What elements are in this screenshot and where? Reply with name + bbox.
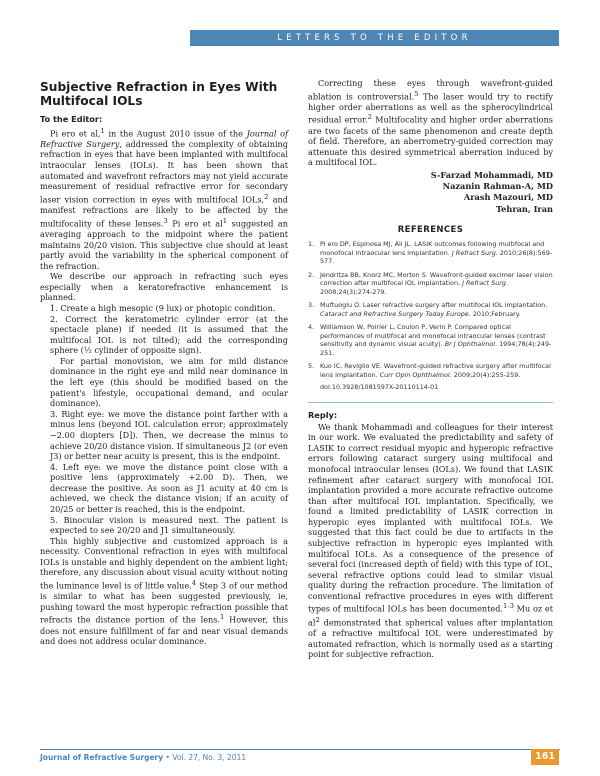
author-name: Nazanin Rahman-A, MD [442, 181, 553, 192]
text-run: Pi ero et al, [50, 128, 101, 139]
text-run: Step 3 of our method is similar to what has been suggested previously, ie, pushing toward the most hyperopic refraction possible that refracts the distance portion of the lens. [40, 580, 288, 626]
citation-sup: 1-3 [503, 602, 514, 611]
reference-text: . 2010;February. [468, 309, 521, 318]
reference-number: 5. [308, 362, 315, 371]
reference-item [308, 301, 553, 318]
citation-sup: 1 [220, 613, 225, 622]
left-column [40, 78, 288, 647]
right-column [308, 78, 553, 660]
author-name: Arash Mazouri, MD [463, 192, 553, 203]
reference-item [308, 271, 553, 297]
references-heading: REFERENCES [397, 224, 464, 235]
text-run: , addressed the complexity of obtaining refraction in eyes that have been implanted with multifocal intraocular lenses (IOLs). It has been shown that automated and wavefront refractors may not yield accurate measurement of residual refractive error for secondary laser vision correction in eyes with multifocal IOLs, [40, 138, 288, 205]
salutation: To the Editor: [40, 114, 103, 124]
reference-journal: Br J Ophthalmol [444, 340, 496, 349]
text-run: We thank Mohammadi and colleagues for their interest in our work. We evaluated the predictability and safety of LASIK to correct residual myopic and hyperopic refractive errors following cataract surgery using multifocal and monofocal intraocular lenses (IOLs). We found that LASIK refinement after cataract surgery with monofocal IOL implantation provided a more accurate refractive outcome than after multifocal IOL implantation. Specifically, we found a limited predictability of LASIK correction in hyperopic eyes implanted with multifocal IOLs. We suggested that this fact could be due to artifacts in the subjective refraction in hyperopic eyes implanted with multifocal IOLs. As a consequence of the presence of several foci (increased depth of field) with this type of IOL, several refractive options could lead to similar visual quality during the refraction procedure. The limitation of conventional refractive procedures in eyes with different types of multifocal IOLs has been documented. [308, 421, 553, 615]
step-note: For partial monovision, we aim for mild distance dominance in the right eye and mild near dominance in the left eye (this should be modified based on the patient's lifestyle, occupational demand, and ocular dominance). [50, 355, 288, 409]
footer-issue: • Vol. 27, No. 3, 2011 [163, 753, 247, 762]
letter-title: Subjective Refraction in Eyes With Multifocal IOLs [40, 80, 278, 108]
author-name: S-Farzad Mohammadi, MD [430, 170, 553, 181]
text-run: Correcting these eyes through wavefront-guided ablation is controversial. [308, 78, 553, 102]
footer-journal: Journal of Refractive Surgery [40, 753, 164, 762]
approach-paragraph: We describe our approach in refracting such eyes especially when a keratorefractive enhancement is planned. [40, 271, 288, 303]
reference-text: . 2009;20(4):255-259. [449, 370, 521, 379]
reference-journal: J Refract Surg [462, 279, 506, 288]
reply-heading: Reply: [308, 410, 338, 421]
text-run: and manifest refractions are likely to be affected by the multifocality of these lenses. [40, 194, 288, 229]
text-run: The laser would try to rectify higher order aberrations as well as the spherocylindrical residual error. [308, 91, 553, 126]
text-run: Multifocality and higher order aberrations are two facets of the same phenomenon and create depth of field. Therefore, an aberrometry-guided correction may attenuate this desired symmetrical aberration induced by a multifocal IOL. [308, 115, 553, 168]
reference-text: Jendritza BB, Knorz MC, Morton S. Wavefront-guided excimer laser vision correction after multifocal IOL implantation. [320, 270, 553, 288]
text-run: suggested an averaging approach to the midpoint where the patient maintains 20/20 vision. This subjective clue should at least partly avoid the variability in the spherical component of the refraction. [40, 218, 288, 271]
citation-sup: 2 [315, 615, 320, 624]
citation-sup: 1 [222, 216, 228, 225]
intro-paragraph [40, 126, 288, 272]
text-run: demonstrated that spherical values after implantation of a refractive multifocal IOL were underestimated by automated refraction, which is normally used as a starting point for subjective refraction. [308, 617, 553, 660]
text-run: Pi ero et al [167, 218, 223, 229]
closing-paragraph [40, 536, 288, 647]
footer-citation [40, 753, 246, 762]
section-divider [308, 402, 553, 403]
text-run: Mu oz et al [308, 604, 553, 628]
steps-list [40, 303, 288, 536]
reference-number: 4. [308, 323, 315, 332]
author-location: Tehran, Iran [496, 203, 553, 214]
reference-journal: J Refract Surg [451, 248, 496, 257]
text-run: However, this does not ensure fulfillment of far and near visual demands and does not address ocular dominance. [40, 615, 288, 647]
reply-paragraph [308, 422, 553, 660]
journal-name: Journal of Refractive Surgery [40, 128, 288, 149]
page-number: 161 [531, 749, 559, 765]
reference-item [308, 240, 553, 266]
step-item: 3. Right eye: we move the distance point farther with a minus lens (beyond IOL calculation error; approximately −2.00 diopters [D]). Then, we decrease the minus to achieve 20/20 distance vision. If simultaneous J2 (or even J3) or better near acuity is present, this is the endpoint. [50, 408, 288, 462]
citation-sup: 1 [100, 126, 105, 135]
reference-journal: Curr Opin Ophthalmol [379, 370, 450, 379]
reference-text: Williamson W, Poirier L, Coulon P, Verin P. Compared optical performances of multifocal and monofocal intraocular lenses (contrast sensitivity and dynamic visual acuity). [320, 323, 546, 349]
author-block [308, 170, 553, 215]
reference-item [308, 323, 553, 357]
reference-number: 3. [308, 301, 315, 310]
references-list [308, 240, 553, 379]
text-run: This highly subjective and customized approach is a necessity. Conventional refraction in eyes with multifocal IOLs is unstable and highly dependent on the ambient light; therefore, any discussion about visual acuity without noting the luminance level is of little value. [40, 535, 289, 591]
footer-rule [40, 749, 560, 750]
reference-number: 2. [308, 270, 315, 279]
step-item: 2. Correct the keratometric cylinder error (at the spectacle plane) if needed (it is assumed that the multifocal IOL is not tilted); add the corresponding sphere (½ cylinder of opposite sign). [50, 313, 288, 356]
reference-text: . 1994;78(4):249-251. [320, 340, 552, 357]
reference-text: Pi ero DP, Espinosa MJ, Ali JL. LASIK outcomes following multifocal and monofocal intraocular lens implantation. [320, 240, 545, 257]
citation-sup: 5 [414, 89, 419, 98]
citation-sup: 2 [264, 192, 269, 201]
section-banner: LETTERS TO THE EDITOR [190, 30, 559, 46]
citation-sup: 4 [191, 579, 197, 588]
citation-sup: 2 [367, 113, 372, 122]
text-run: in the August 2010 issue of the [104, 128, 247, 139]
wavefront-paragraph [308, 78, 553, 168]
step-item: 4. Left eye: we move the distance point close with a positive lens (approximately +2.00 D). Then, we decrease the positive. As soon as J1 acuity at 40 cm is achieved, we check the distance vision; if an acuity of 20/25 or better is reached, this is the endpoint. [50, 461, 288, 514]
reference-number: 1. [308, 240, 315, 249]
reference-journal: Cataract and Refractive Surgery Today Europe [320, 309, 469, 318]
citation-sup: 3 [163, 216, 168, 225]
reference-text: Muftuoglu O. Laser refractive surgery after multifocal IOL implantation. [320, 301, 548, 310]
step-item: 5. Binocular vision is measured next. The patient is expected to see 20/20 and J1 simultaneously. [50, 514, 288, 536]
step-item: 1. Create a high mesopic (9 lux) or photopic condition. [50, 302, 276, 313]
reference-text: Kuo IC, Reviglio VE. Wavefront-guided refractive surgery after multifocal lens implantation. [320, 362, 551, 379]
reference-item [308, 362, 553, 379]
doi-line: doi:10.3928/1081597X-20110114-01 [320, 383, 439, 392]
reference-text: . 2010;26(8):569-577. [320, 248, 553, 266]
reference-text: . 2008;24(3):274-279. [320, 279, 509, 296]
